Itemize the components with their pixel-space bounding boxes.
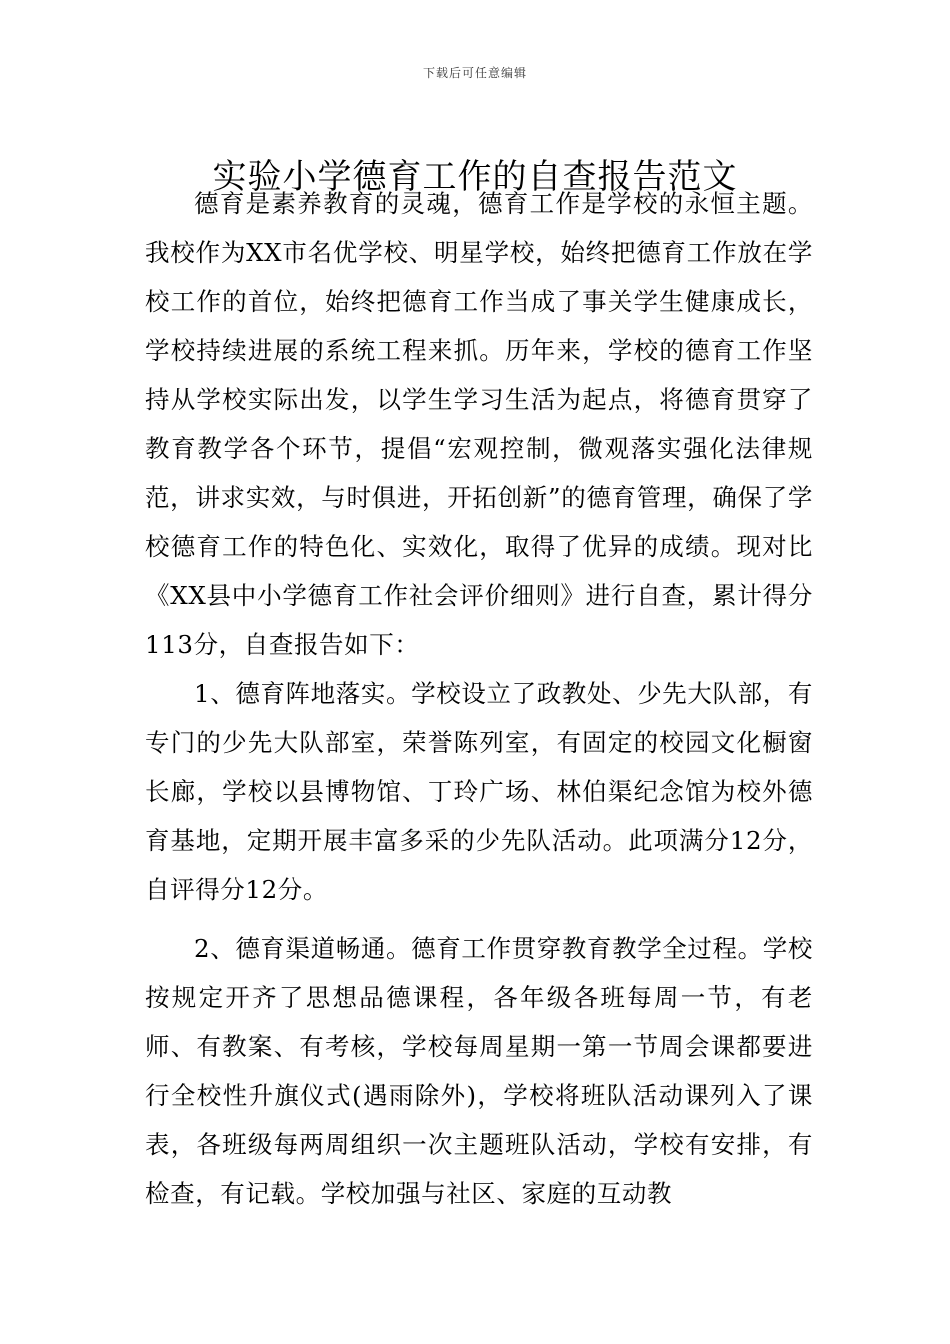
paragraph-item-1: 1、德育阵地落实。学校设立了政教处、少先大队部，有专门的少先大队部室，荣誉陈列室，有固定的校园文化橱窗长廊，学校以县博物馆、丁玲广场、林伯渠纪念馆为校外德育基地，定期开展丰富多采的少先队活动。此项满分12分，自评得分12分。	[145, 679, 813, 904]
paragraph-item-2: 2、德育渠道畅通。德育工作贯穿教育教学全过程。学校按规定开齐了思想品德课程，各年级各班每周一节，有老师、有教案、有考核，学校每周星期一第一节周会课都要进行全校性升旗仪式(遇雨除外)，学校将班队活动课列入了课表，各班级每两周组织一次主题班队活动，学校有安排，有检查，有记载。学校加强与社区、家庭的互动教	[145, 934, 813, 1208]
document-title: 实验小学德育工作的自查报告范文	[212, 156, 738, 197]
document-body	[145, 179, 813, 1218]
header-note: 下载后可任意编辑	[422, 66, 527, 80]
paragraph-gap	[145, 914, 813, 924]
paragraph-intro: 德育是素养教育的灵魂，德育工作是学校的永恒主题。我校作为XX市名优学校、明星学校，始终把德育工作放在学校工作的首位，始终把德育工作当成了事关学生健康成长，学校持续进展的系统工程来抓。历年来，学校的德育工作坚持从学校实际出发，以学生学习生活为起点，将德育贯穿了教育教学各个环节，提倡“宏观控制，微观落实强化法律规范，讲求实效，与时俱进，开拓创新”的德育管理，确保了学校德育工作的特色化、实效化，取得了优异的成绩。现对比《XX县中小学德育工作社会评价细则》进行自查，累计得分113分，自查报告如下：	[145, 189, 813, 659]
